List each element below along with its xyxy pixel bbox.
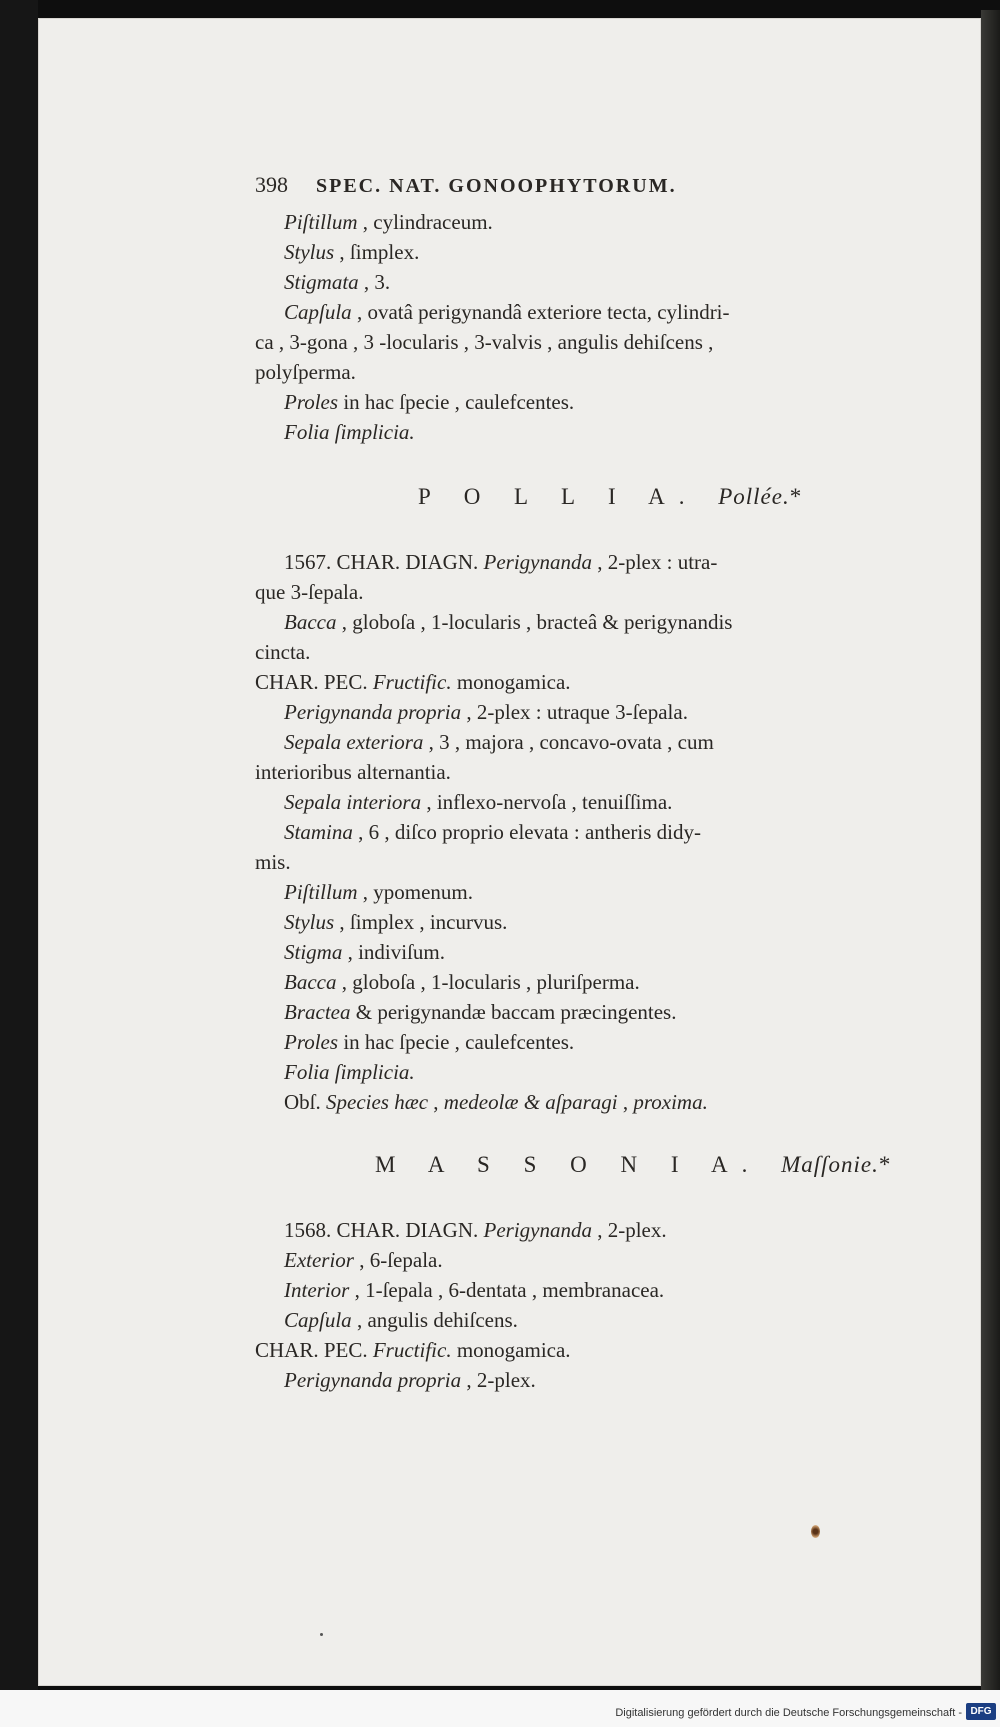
text-line [255,578,363,607]
text-run: , [617,1090,634,1114]
italic-term: Proles [284,390,339,414]
italic-term: Bacca [284,970,337,994]
text-run: , [428,1090,444,1114]
text-run: monogamica. [451,1338,571,1362]
italic-term: Capſula [284,1308,352,1332]
page-number: 398 [255,172,288,197]
text-line [284,938,445,967]
italic-term: Capſula [284,300,352,324]
genus-vernacular: Maſſonie. [781,1152,879,1177]
text-line [284,1216,667,1245]
genus-name: P O L L I A. [418,484,699,509]
italic-term: Species hæc [326,1090,429,1114]
text-run: in hac ſpecie , caulefcentes. [338,1030,575,1054]
text-run: , ovatâ perigynandâ exteriore tecta, cylindri- [351,300,730,324]
text-run: , 6-ſepala. [353,1248,443,1272]
italic-term: Perigynanda [483,1218,592,1242]
genus-name: M A S S O N I A. [375,1152,762,1177]
text-line [284,238,419,267]
text-line [255,668,571,697]
italic-term: Perigynanda [483,550,592,574]
text-run: , 2-plex : utra- [591,550,718,574]
digitization-credit: Digitalisierung gefördert durch die Deutsche Forschungsgemeinschaft - [615,1707,962,1719]
text-run: , 6 , diſco proprio elevata : antheris didy- [352,820,701,844]
text-run: , angulis dehiſcens. [351,1308,518,1332]
italic-term: Stigma [284,940,343,964]
text-line [255,358,356,387]
text-run: cincta. [255,640,311,664]
genus-heading-pollia: P O L L I A. Pollée.* [418,484,802,509]
italic-term: Folia ſimplicia. [284,1060,415,1084]
text-line [284,998,676,1027]
text-run: , ſimplex , incurvus. [334,910,508,934]
text-line [284,908,507,937]
text-run: , 1-ſepala , 6-dentata , membranacea. [349,1278,665,1302]
text-run: 1567. CHAR. DIAGN. [284,550,484,574]
text-line [284,878,473,907]
text-line [284,818,701,847]
text-line [284,698,688,727]
text-line [284,1246,443,1275]
genus-heading-massonia: M A S S O N I A. Maſſonie.* [375,1152,891,1177]
italic-term: Stylus [284,910,335,934]
italic-term: Folia ſimplicia. [284,420,415,444]
italic-term: Perigynanda propria [284,1368,462,1392]
italic-term: proxima. [633,1090,708,1114]
text-run: Obſ. [284,1090,326,1114]
dfg-logo: DFG [966,1703,996,1720]
text-line [284,1088,708,1117]
text-run: , inflexo-nervoſa , tenuiſſima. [421,790,673,814]
italic-term: Fructific. [372,1338,452,1362]
italic-term: Bacca [284,610,337,634]
italic-term: Stylus [284,240,335,264]
text-run: CHAR. PEC. [255,670,373,694]
italic-term: Piſtillum [284,880,358,904]
text-run: , indiviſum. [342,940,446,964]
text-run: , 2-plex. [591,1218,667,1242]
running-header [255,170,677,201]
text-run: , ypomenum. [357,880,473,904]
italic-term: Stamina [284,820,353,844]
text-line [255,758,451,787]
text-line [284,1028,574,1057]
italic-term: Interior [284,1278,350,1302]
italic-term: Sepala interiora [284,790,422,814]
italic-term: Fructific. [372,670,452,694]
text-line [284,968,640,997]
text-line [284,1306,518,1335]
text-run: mis. [255,850,291,874]
text-run: , globoſa , 1-locularis , bracteâ & perigynandis [336,610,733,634]
text-run: , ſimplex. [334,240,420,264]
italic-term: Stigmata [284,270,359,294]
text-run: & perigynandæ baccam præcingentes. [350,1000,677,1024]
text-line [284,268,390,297]
text-run: in hac ſpecie , caulefcentes. [338,390,575,414]
text-line [284,548,717,577]
text-line [255,1336,571,1365]
genus-vernacular: Pollée. [718,484,790,509]
text-line [255,638,310,667]
italic-term: Piſtillum [284,210,358,234]
text-line [255,848,291,877]
text-run: , 3 , majora , concavo-ovata , cum [423,730,714,754]
text-line [284,208,493,237]
italic-term: medeolæ & aſparagi [443,1090,618,1114]
text-run: que 3-ſepala. [255,580,364,604]
text-run: , 2-plex : utraque 3-ſepala. [461,700,688,724]
italic-term: Perigynanda propria [284,700,462,724]
text-line [284,608,732,637]
text-line [284,298,730,327]
running-title: SPEC. NAT. GONOOPHYTORUM. [316,175,677,197]
text-run: , cylindraceum. [357,210,493,234]
text-line [284,1276,664,1305]
text-line [284,788,672,817]
italic-term: Sepala exteriora [284,730,424,754]
text-run: CHAR. PEC. [255,1338,373,1362]
text-run: , 2-plex. [461,1368,536,1392]
text-run: monogamica. [451,670,571,694]
text-line [284,1366,536,1395]
italic-term: Exterior [284,1248,354,1272]
text-run: interioribus alternantia. [255,760,451,784]
text-line [255,328,713,357]
italic-term: Proles [284,1030,339,1054]
text-run: , globoſa , 1-locularis , pluriſperma. [336,970,640,994]
italic-term: Bractea [284,1000,351,1024]
text-line [284,1058,415,1087]
text-line [284,418,415,447]
text-run: 1568. CHAR. DIAGN. [284,1218,484,1242]
text-line [284,388,574,417]
text-run: ca , 3-gona , 3 -locularis , 3-valvis , angulis dehiſcens , [255,330,714,354]
text-line [284,728,714,757]
text-run: , 3. [358,270,391,294]
text-run: polyſperma. [255,360,356,384]
